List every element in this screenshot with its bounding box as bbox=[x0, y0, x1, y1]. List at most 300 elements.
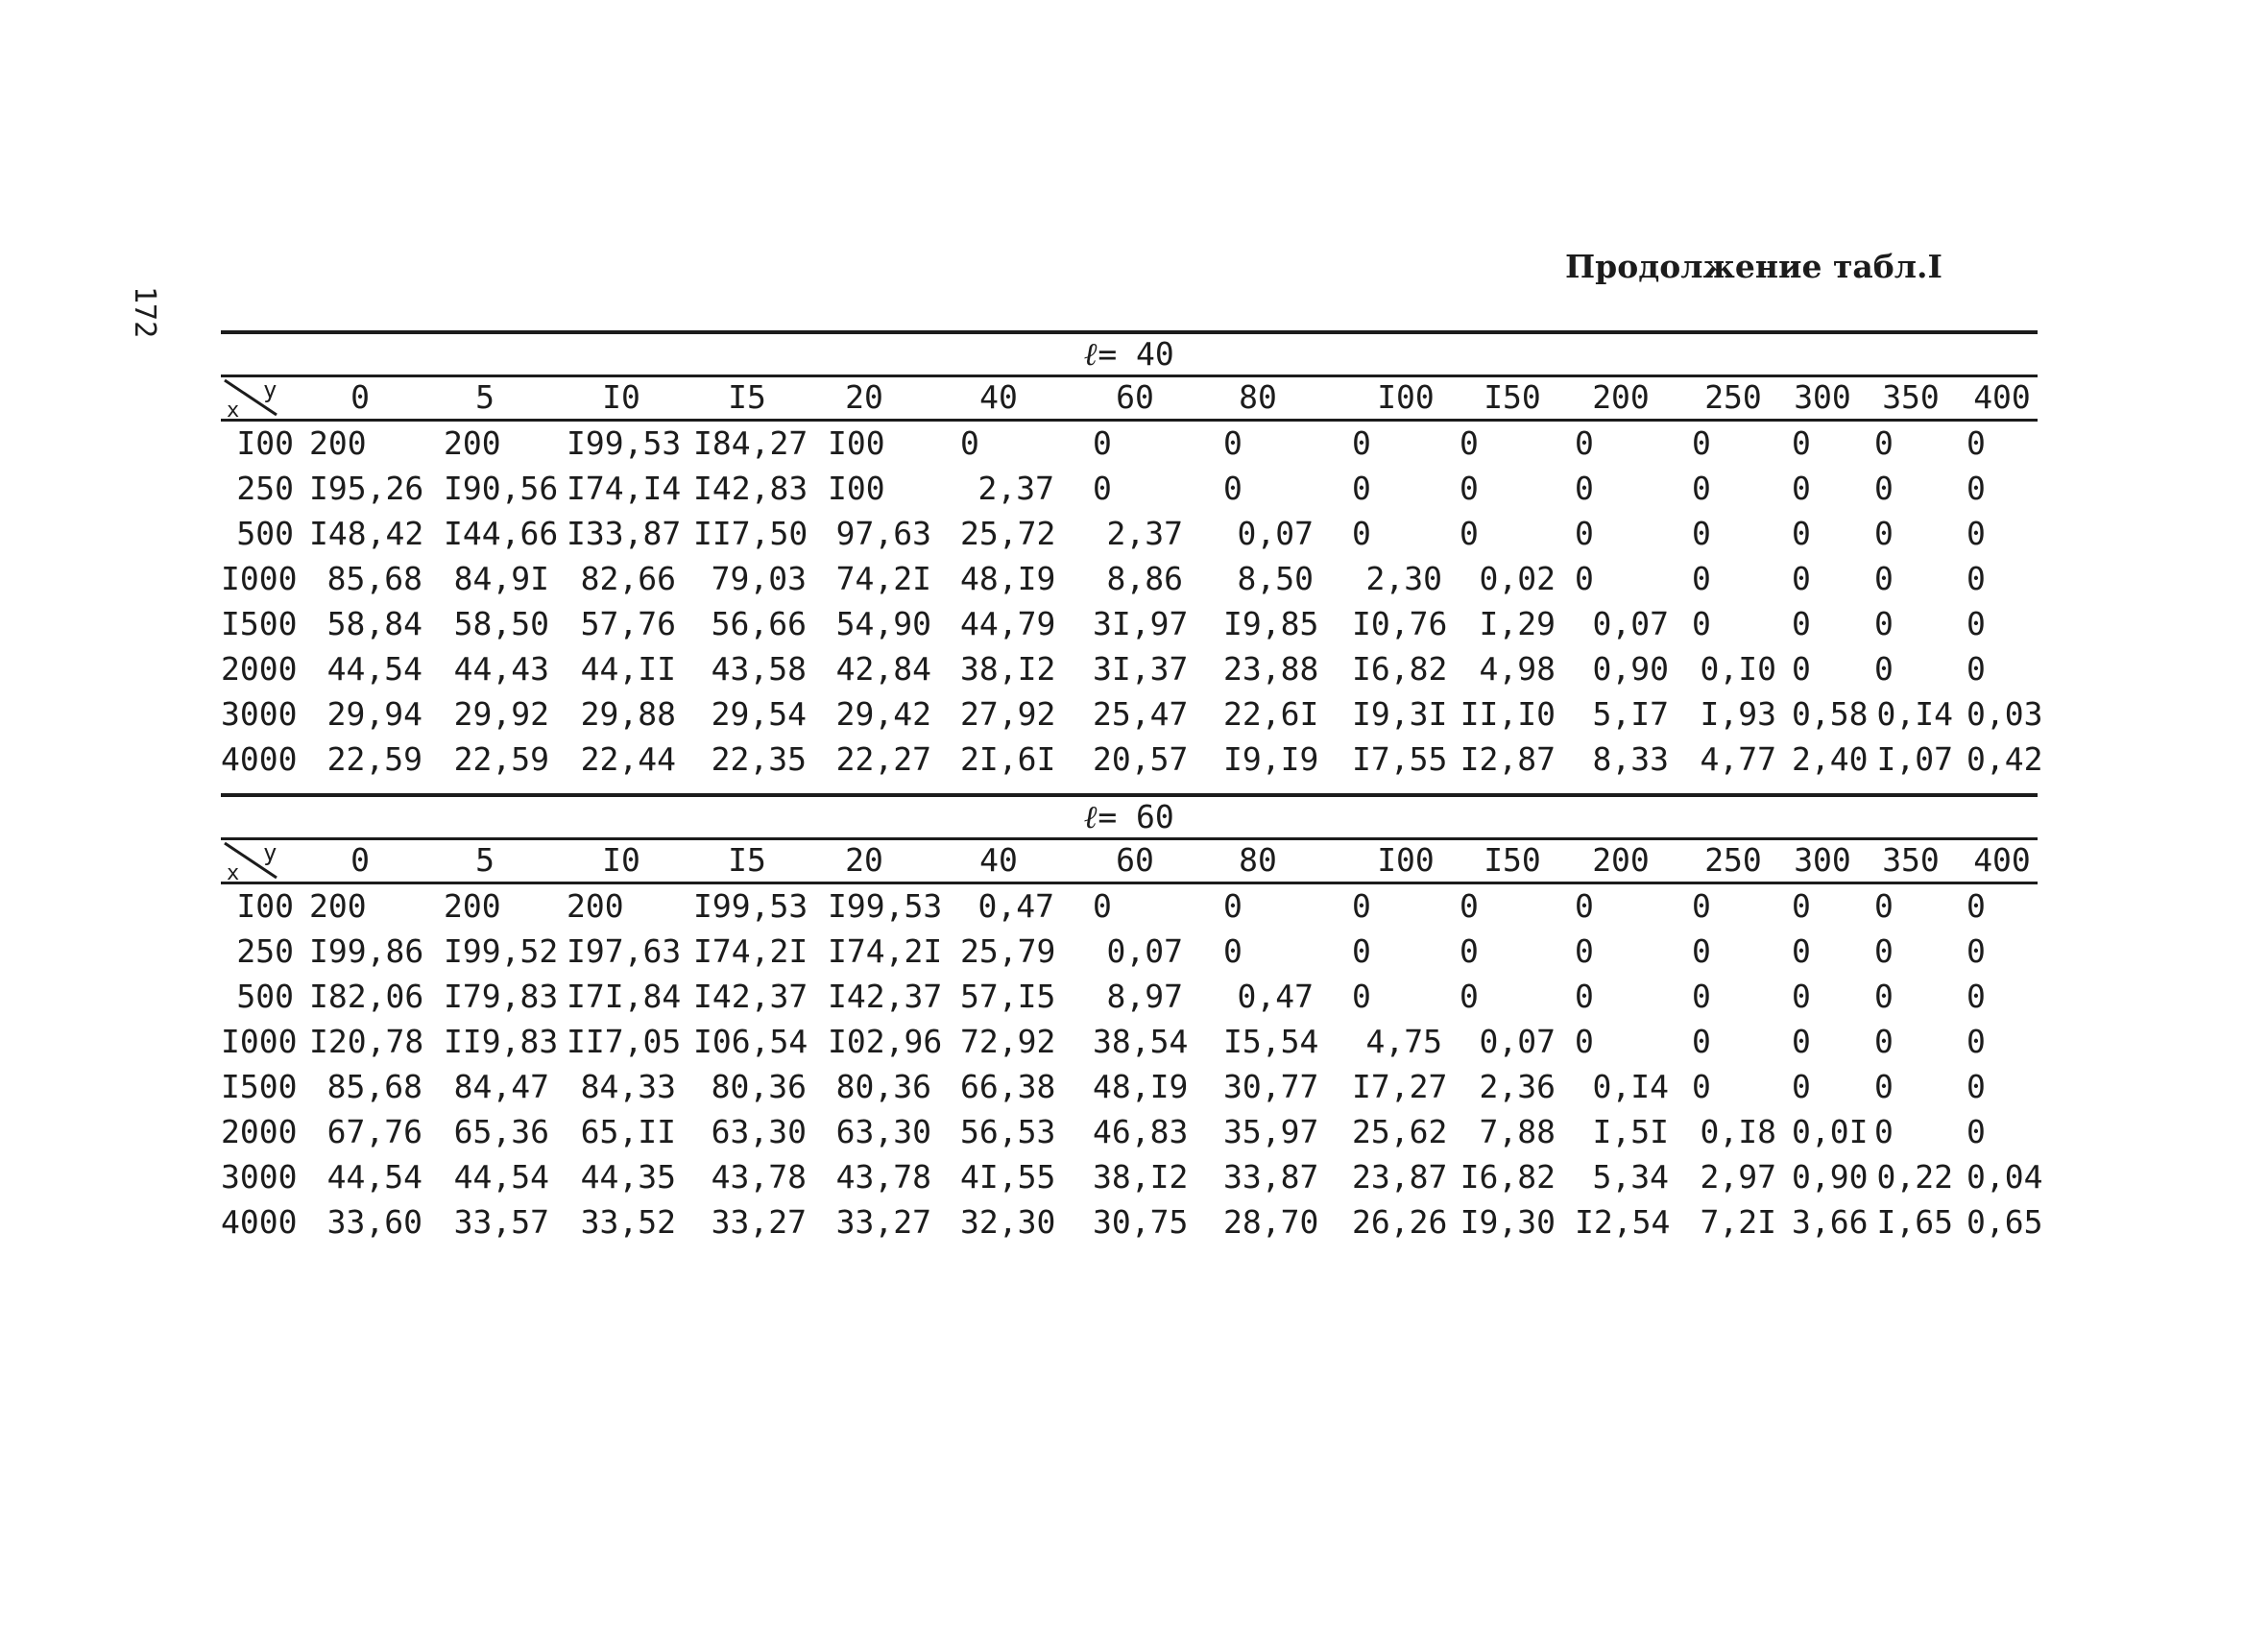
table-cell: 0 bbox=[1792, 515, 1811, 552]
table-cell: 2,40 bbox=[1792, 740, 1869, 778]
table-cell: I84,27 bbox=[693, 424, 808, 462]
table-cell: 74,2I bbox=[835, 560, 931, 597]
table-cell: 0 bbox=[1460, 978, 1479, 1015]
table-cell: 0 bbox=[1874, 424, 1894, 462]
table-row bbox=[221, 646, 2038, 691]
table-cell: I42,37 bbox=[693, 978, 808, 1015]
table-cell: 0 bbox=[1692, 515, 1711, 552]
table-cell: 0 bbox=[1093, 424, 1112, 462]
row-x-value: 250 bbox=[236, 932, 294, 970]
table-cell: 0 bbox=[1792, 1068, 1811, 1105]
table-cell: 32,30 bbox=[960, 1203, 1056, 1241]
table-cell: 8,97 bbox=[1106, 978, 1183, 1015]
table-cell: 44,II bbox=[580, 650, 676, 688]
corner-diagonal-cell bbox=[221, 839, 298, 880]
table-cell: 0 bbox=[1792, 424, 1811, 462]
table-cell: 0 bbox=[960, 424, 979, 462]
x-axis-label: x bbox=[227, 861, 240, 880]
table-cell: 22,27 bbox=[835, 740, 931, 778]
table-row bbox=[221, 421, 2038, 466]
table-cell: 0 bbox=[1692, 470, 1711, 507]
table-cell: 63,30 bbox=[711, 1113, 807, 1150]
row-x-value: I500 bbox=[221, 605, 298, 642]
table-cell: 97,63 bbox=[835, 515, 931, 552]
table-cell: 29,94 bbox=[326, 695, 422, 733]
table-cell: I,93 bbox=[1700, 695, 1776, 733]
table-cell: 2,36 bbox=[1479, 1068, 1556, 1105]
table-cell: 0 bbox=[1966, 605, 1986, 642]
table-cell: 0 bbox=[1792, 650, 1811, 688]
table-cell: II7,05 bbox=[567, 1023, 682, 1060]
table-cell: 30,77 bbox=[1223, 1068, 1319, 1105]
table-row bbox=[221, 691, 2043, 737]
table-cell: I48,42 bbox=[309, 515, 424, 552]
parameter-label bbox=[221, 797, 2038, 837]
table-cell: 0 bbox=[1966, 1113, 1986, 1150]
row-x-value: 250 bbox=[236, 470, 294, 507]
table-cell: 22,44 bbox=[580, 740, 676, 778]
column-header: 40 bbox=[979, 841, 1018, 879]
table-row bbox=[221, 556, 2038, 601]
y-axis-label: y bbox=[263, 839, 277, 866]
table-cell: 0,03 bbox=[1966, 695, 2043, 733]
table-cell: 22,6I bbox=[1223, 695, 1319, 733]
column-header: 250 bbox=[1704, 378, 1762, 416]
table-cell: 72,92 bbox=[960, 1023, 1056, 1060]
table-cell: 0 bbox=[1792, 1023, 1811, 1060]
table-cell: 0 bbox=[1874, 560, 1894, 597]
table-cell: 33,87 bbox=[1223, 1158, 1319, 1196]
table-cell: I9,3I bbox=[1352, 695, 1448, 733]
table-cell: 33,60 bbox=[326, 1203, 422, 1241]
table-cell: I79,83 bbox=[444, 978, 559, 1015]
table-cell: 0 bbox=[1874, 650, 1894, 688]
table-cell: 0 bbox=[1966, 978, 1986, 1015]
table-cell: 0 bbox=[1575, 424, 1594, 462]
table-cell: I99,53 bbox=[693, 887, 808, 925]
table-cell: 0 bbox=[1874, 932, 1894, 970]
row-x-value: 4000 bbox=[221, 1203, 298, 1241]
table-cell: II7,50 bbox=[693, 515, 808, 552]
table-cell: 0 bbox=[1874, 1068, 1894, 1105]
table-cell: 0 bbox=[1692, 932, 1711, 970]
row-x-value: I500 bbox=[221, 1068, 298, 1105]
table-cell: 0 bbox=[1966, 1023, 1986, 1060]
table-row bbox=[221, 1199, 2043, 1245]
table-cell: 4,75 bbox=[1365, 1023, 1442, 1060]
table-cell: 38,I2 bbox=[960, 650, 1056, 688]
table-cell: 0 bbox=[1966, 560, 1986, 597]
table-cell: 84,47 bbox=[453, 1068, 549, 1105]
table-cell: 28,70 bbox=[1223, 1203, 1319, 1241]
table-cell: 3I,97 bbox=[1093, 605, 1189, 642]
table-cell: 82,66 bbox=[580, 560, 676, 597]
table-cell: I9,I9 bbox=[1223, 740, 1319, 778]
table-cell: 0,I4 bbox=[1876, 695, 1953, 733]
table-cell: I99,53 bbox=[567, 424, 682, 462]
column-header: 300 bbox=[1794, 841, 1851, 879]
table-cell: 33,52 bbox=[580, 1203, 676, 1241]
table-cell: 5,34 bbox=[1592, 1158, 1669, 1196]
table-cell: 0,42 bbox=[1966, 740, 2043, 778]
table-cell: 57,76 bbox=[580, 605, 676, 642]
table-cell: 0,I0 bbox=[1700, 650, 1776, 688]
table-cell: I,07 bbox=[1876, 740, 1953, 778]
table-cell: I74,2I bbox=[828, 932, 943, 970]
table-cell: 80,36 bbox=[711, 1068, 807, 1105]
column-header: I5 bbox=[728, 378, 766, 416]
table-cell: 0 bbox=[1575, 560, 1594, 597]
table-cell: 65,II bbox=[580, 1113, 676, 1150]
table-cell: 0 bbox=[1352, 470, 1371, 507]
table-cell: 56,66 bbox=[711, 605, 807, 642]
table-cell: 44,54 bbox=[326, 1158, 422, 1196]
table-cell: 38,I2 bbox=[1093, 1158, 1189, 1196]
column-header: 80 bbox=[1239, 841, 1277, 879]
table-cell: 38,54 bbox=[1093, 1023, 1189, 1060]
table-cell: 0 bbox=[1874, 978, 1894, 1015]
x-axis-label: x bbox=[227, 399, 240, 417]
table-cell: 0 bbox=[1874, 470, 1894, 507]
table-cell: 7,88 bbox=[1479, 1113, 1556, 1150]
table-cell: 2,30 bbox=[1365, 560, 1442, 597]
table-cell: 85,68 bbox=[326, 1068, 422, 1105]
table-cell: 8,50 bbox=[1237, 560, 1314, 597]
table-cell: 0,I4 bbox=[1592, 1068, 1669, 1105]
table-cell: I,29 bbox=[1479, 605, 1556, 642]
column-header: I00 bbox=[1377, 378, 1435, 416]
table-row bbox=[221, 1154, 2043, 1199]
table-row bbox=[221, 1109, 2038, 1154]
table-cell: 44,43 bbox=[453, 650, 549, 688]
table-cell: 0 bbox=[1874, 1113, 1894, 1150]
column-header: 350 bbox=[1882, 378, 1940, 416]
table-cell: 30,75 bbox=[1093, 1203, 1189, 1241]
table-cell: 0 bbox=[1966, 887, 1986, 925]
table-cell: 43,58 bbox=[711, 650, 807, 688]
table-cell: 0 bbox=[1460, 515, 1479, 552]
table-cell: I6,82 bbox=[1352, 650, 1448, 688]
table-cell: 0 bbox=[1352, 424, 1371, 462]
table-cell: 200 bbox=[444, 887, 501, 925]
table-cell: I5,54 bbox=[1223, 1023, 1319, 1060]
column-header-row bbox=[221, 837, 2038, 883]
table-cell: 44,35 bbox=[580, 1158, 676, 1196]
column-header: 20 bbox=[845, 841, 883, 879]
table-cell: 0,22 bbox=[1876, 1158, 1953, 1196]
table-row bbox=[221, 883, 2038, 929]
table-cell: 0 bbox=[1352, 515, 1371, 552]
table-row bbox=[221, 466, 2038, 511]
table-cell: 0 bbox=[1223, 932, 1243, 970]
table-cell: 0,65 bbox=[1966, 1203, 2043, 1241]
table-cell: 44,54 bbox=[326, 650, 422, 688]
table-cell: I42,83 bbox=[693, 470, 808, 507]
table-row bbox=[221, 511, 2038, 556]
table-cell: 0 bbox=[1575, 887, 1594, 925]
table-cell: 67,76 bbox=[326, 1113, 422, 1150]
table-cell: 0 bbox=[1352, 978, 1371, 1015]
column-header: I00 bbox=[1377, 841, 1435, 879]
table-cell: 54,90 bbox=[835, 605, 931, 642]
table-cell: I74,2I bbox=[693, 932, 808, 970]
table-cell: I44,66 bbox=[444, 515, 559, 552]
table-cell: 63,30 bbox=[835, 1113, 931, 1150]
table-cell: 0 bbox=[1874, 605, 1894, 642]
table-cell: 0 bbox=[1575, 515, 1594, 552]
table-cell: 0 bbox=[1874, 515, 1894, 552]
table-cell: 0 bbox=[1692, 1023, 1711, 1060]
table-cell: 29,54 bbox=[711, 695, 807, 733]
column-header: 40 bbox=[979, 378, 1018, 416]
table-cell: 0 bbox=[1966, 932, 1986, 970]
table-cell: 23,88 bbox=[1223, 650, 1319, 688]
table-cell: 0 bbox=[1792, 560, 1811, 597]
row-x-value: 2000 bbox=[221, 1113, 298, 1150]
table-cell: 0 bbox=[1460, 932, 1479, 970]
table-cell: 27,92 bbox=[960, 695, 1056, 733]
table-cell: I9,85 bbox=[1223, 605, 1319, 642]
table-cell: 57,I5 bbox=[960, 978, 1056, 1015]
table-cell: I90,56 bbox=[444, 470, 559, 507]
table-cell: 0 bbox=[1792, 605, 1811, 642]
table-cell: 48,I9 bbox=[960, 560, 1056, 597]
table-cell: I,5I bbox=[1592, 1113, 1669, 1150]
column-header: 60 bbox=[1116, 378, 1154, 416]
column-header: 20 bbox=[845, 378, 883, 416]
table-cell: 0 bbox=[1460, 470, 1479, 507]
table-cell: I02,96 bbox=[828, 1023, 943, 1060]
table-cell: 79,03 bbox=[711, 560, 807, 597]
parameter-value: = 60 bbox=[1098, 798, 1174, 835]
table-cell: 25,62 bbox=[1352, 1113, 1448, 1150]
parameter-label bbox=[221, 334, 2038, 375]
table-cell: 0 bbox=[1966, 470, 1986, 507]
table-cell: 0 bbox=[1966, 515, 1986, 552]
table-cell: 4,98 bbox=[1479, 650, 1556, 688]
column-header: I0 bbox=[602, 841, 640, 879]
row-x-value: 4000 bbox=[221, 740, 298, 778]
table-cell: 0 bbox=[1460, 424, 1479, 462]
column-header: 5 bbox=[475, 378, 495, 416]
table-cell: 2,97 bbox=[1700, 1158, 1776, 1196]
table-cell: 22,59 bbox=[326, 740, 422, 778]
table-cell: 56,53 bbox=[960, 1113, 1056, 1150]
column-header: 250 bbox=[1704, 841, 1762, 879]
table-cell: I82,06 bbox=[309, 978, 424, 1015]
y-axis-label: y bbox=[263, 376, 277, 403]
page-number: 172 bbox=[128, 286, 161, 339]
table-cell: 22,59 bbox=[453, 740, 549, 778]
table-cell: 0,0I bbox=[1792, 1113, 1869, 1150]
column-header: 0 bbox=[350, 841, 370, 879]
table-cell: 43,78 bbox=[835, 1158, 931, 1196]
column-header: 350 bbox=[1882, 841, 1940, 879]
table-cell: I99,52 bbox=[444, 932, 559, 970]
table-cell: 7,2I bbox=[1700, 1203, 1776, 1241]
table-cell: 29,88 bbox=[580, 695, 676, 733]
table-cell: I7,55 bbox=[1352, 740, 1448, 778]
column-header: 60 bbox=[1116, 841, 1154, 879]
parameter-symbol: ℓ bbox=[1084, 335, 1098, 373]
table-cell: 0 bbox=[1966, 650, 1986, 688]
column-header: I50 bbox=[1484, 378, 1541, 416]
parameter-symbol: ℓ bbox=[1084, 798, 1098, 835]
table-cell: 48,I9 bbox=[1093, 1068, 1189, 1105]
table-cell: 22,35 bbox=[711, 740, 807, 778]
table-cell: 23,87 bbox=[1352, 1158, 1448, 1196]
table-cell: 58,50 bbox=[453, 605, 549, 642]
table-cell: 29,92 bbox=[453, 695, 549, 733]
table-cell: 0 bbox=[1575, 932, 1594, 970]
table-cell: II9,83 bbox=[444, 1023, 559, 1060]
column-header: 400 bbox=[1973, 378, 2031, 416]
column-header: I0 bbox=[602, 378, 640, 416]
row-x-value: 3000 bbox=[221, 695, 298, 733]
table-cell: 4I,55 bbox=[960, 1158, 1056, 1196]
table-row bbox=[221, 929, 2038, 974]
table-row bbox=[221, 1064, 2038, 1109]
table-cell: 80,36 bbox=[835, 1068, 931, 1105]
table-cell: 46,83 bbox=[1093, 1113, 1189, 1150]
row-x-value: I00 bbox=[236, 887, 294, 925]
table-cell: I9,30 bbox=[1460, 1203, 1556, 1241]
column-header-row bbox=[221, 375, 2038, 421]
table-cell: 0,04 bbox=[1966, 1158, 2043, 1196]
table-cell: 0 bbox=[1223, 887, 1243, 925]
table-cell: 0 bbox=[1692, 605, 1711, 642]
table-cell: 0 bbox=[1692, 560, 1711, 597]
row-x-value: 3000 bbox=[221, 1158, 298, 1196]
table-cell: 0,I8 bbox=[1700, 1113, 1776, 1150]
table-cell: 25,47 bbox=[1093, 695, 1189, 733]
table-cell: I,65 bbox=[1876, 1203, 1953, 1241]
column-header: 200 bbox=[1592, 841, 1650, 879]
table-cell: 8,86 bbox=[1106, 560, 1183, 597]
table-cell: I20,78 bbox=[309, 1023, 424, 1060]
table-cell: 26,26 bbox=[1352, 1203, 1448, 1241]
table-row bbox=[221, 974, 2038, 1019]
table-row bbox=[221, 601, 2038, 646]
row-x-value: 500 bbox=[236, 978, 294, 1015]
table-cell: 66,38 bbox=[960, 1068, 1056, 1105]
table-row bbox=[221, 1019, 2038, 1064]
table-cell: 44,54 bbox=[453, 1158, 549, 1196]
table-cell: 200 bbox=[309, 887, 367, 925]
table-cell: I99,86 bbox=[309, 932, 424, 970]
table-cell: I00 bbox=[828, 470, 885, 507]
table-cell: 29,42 bbox=[835, 695, 931, 733]
table-cell: I33,87 bbox=[567, 515, 682, 552]
table-cell: 35,97 bbox=[1223, 1113, 1319, 1150]
table-cell: 0 bbox=[1223, 424, 1243, 462]
table-cell: 20,57 bbox=[1093, 740, 1189, 778]
corner-diagonal-cell bbox=[221, 376, 298, 417]
table-cell: 25,79 bbox=[960, 932, 1056, 970]
table-cell: 0,47 bbox=[977, 887, 1054, 925]
table-cell: 43,78 bbox=[711, 1158, 807, 1196]
table-cell: I74,I4 bbox=[567, 470, 682, 507]
table-cell: 0 bbox=[1575, 978, 1594, 1015]
table-cell: 0 bbox=[1792, 978, 1811, 1015]
table-cell: 0 bbox=[1692, 424, 1711, 462]
table-cell: 0,90 bbox=[1792, 1158, 1869, 1196]
table-cell: I99,53 bbox=[828, 887, 943, 925]
table-cell: 2I,6I bbox=[960, 740, 1056, 778]
table-cell: 65,36 bbox=[453, 1113, 549, 1150]
column-header: I50 bbox=[1484, 841, 1541, 879]
table-cell: 5,I7 bbox=[1592, 695, 1669, 733]
table-cell: 0,07 bbox=[1106, 932, 1183, 970]
table-cell: 33,57 bbox=[453, 1203, 549, 1241]
table-cell: 84,33 bbox=[580, 1068, 676, 1105]
table-cell: I2,87 bbox=[1460, 740, 1556, 778]
row-x-value: 500 bbox=[236, 515, 294, 552]
table-cell: 0 bbox=[1692, 887, 1711, 925]
table-cell: 3I,37 bbox=[1093, 650, 1189, 688]
table-cell: 0 bbox=[1792, 932, 1811, 970]
table-cell: 58,84 bbox=[326, 605, 422, 642]
table-cell: I97,63 bbox=[567, 932, 682, 970]
table-cell: I42,37 bbox=[828, 978, 943, 1015]
table-cell: 85,68 bbox=[326, 560, 422, 597]
table-cell: 44,79 bbox=[960, 605, 1056, 642]
table-cell: 0 bbox=[1874, 887, 1894, 925]
table-cell: 2,37 bbox=[977, 470, 1054, 507]
parameter-value: = 40 bbox=[1098, 335, 1174, 373]
table-cell: 0 bbox=[1352, 887, 1371, 925]
column-header: 400 bbox=[1973, 841, 2031, 879]
table-cell: 0,07 bbox=[1237, 515, 1314, 552]
table-cell: II,I0 bbox=[1460, 695, 1556, 733]
table-cell: 0 bbox=[1575, 470, 1594, 507]
table-cell: 0 bbox=[1460, 887, 1479, 925]
table-cell: 0 bbox=[1792, 887, 1811, 925]
table-cell: 0 bbox=[1692, 978, 1711, 1015]
table-cell: 0 bbox=[1692, 1068, 1711, 1105]
table-row bbox=[221, 737, 2043, 782]
table-cell: 0,47 bbox=[1237, 978, 1314, 1015]
row-x-value: 2000 bbox=[221, 650, 298, 688]
table-cell: 0,07 bbox=[1479, 1023, 1556, 1060]
column-header: 80 bbox=[1239, 378, 1277, 416]
table-cell: 8,33 bbox=[1592, 740, 1669, 778]
table-cell: 84,9I bbox=[453, 560, 549, 597]
table-cell: 4,77 bbox=[1700, 740, 1776, 778]
table-cell: 33,27 bbox=[711, 1203, 807, 1241]
table-cell: 33,27 bbox=[835, 1203, 931, 1241]
table-cell: I7I,84 bbox=[567, 978, 682, 1015]
table-cell: 0 bbox=[1874, 1023, 1894, 1060]
table-cell: 0,58 bbox=[1792, 695, 1869, 733]
table-caption: Продолжение табл.I bbox=[1565, 248, 1942, 285]
column-header: 200 bbox=[1592, 378, 1650, 416]
table-cell: 0,90 bbox=[1592, 650, 1669, 688]
table-cell: 0 bbox=[1575, 1023, 1594, 1060]
table-cell: 0,02 bbox=[1479, 560, 1556, 597]
table-cell: 200 bbox=[309, 424, 367, 462]
row-x-value: I000 bbox=[221, 560, 298, 597]
column-header: 300 bbox=[1794, 378, 1851, 416]
table-cell: 0 bbox=[1966, 1068, 1986, 1105]
table-cell: I00 bbox=[828, 424, 885, 462]
column-header: I5 bbox=[728, 841, 766, 879]
table-cell: 0,07 bbox=[1592, 605, 1669, 642]
table-cell: 200 bbox=[444, 424, 501, 462]
table-cell: 0 bbox=[1093, 470, 1112, 507]
row-x-value: I00 bbox=[236, 424, 294, 462]
table-cell: 3,66 bbox=[1792, 1203, 1869, 1241]
